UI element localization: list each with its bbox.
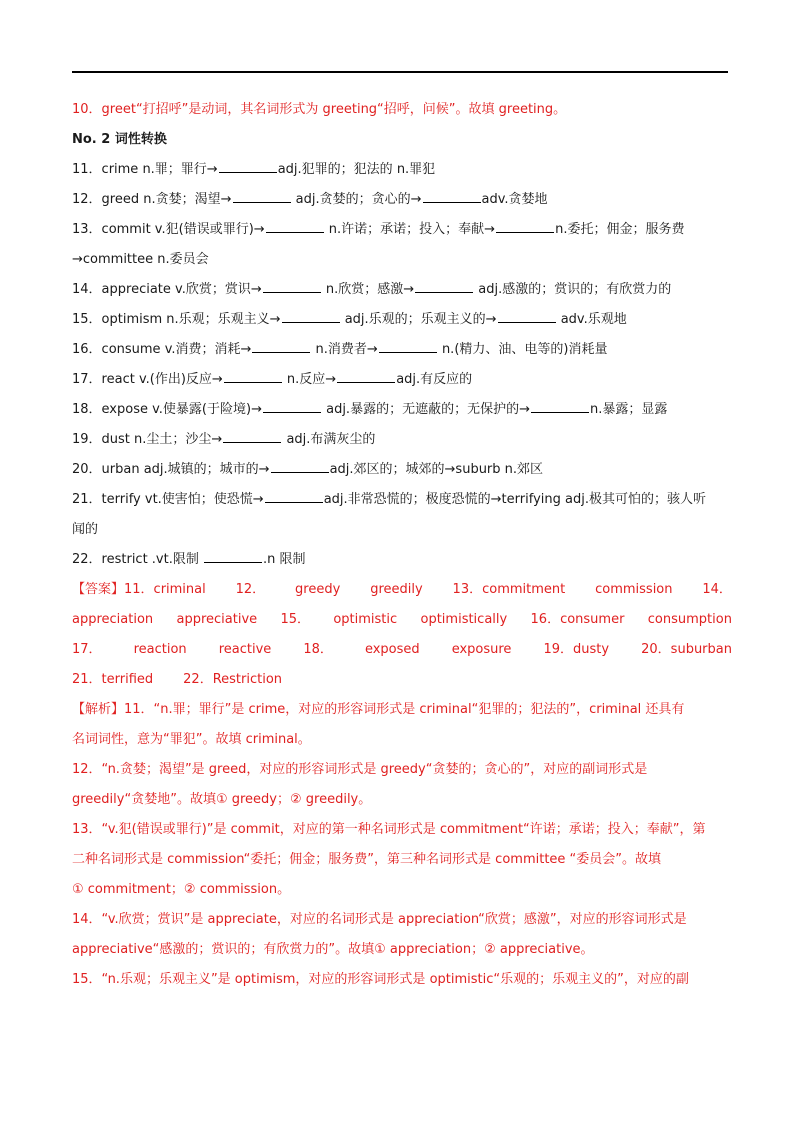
answer-blank[interactable] xyxy=(263,400,321,413)
answer-blank[interactable] xyxy=(266,220,324,233)
question-21: 21．terrify vt.使害怕；使恐慌→ adj.非常恐慌的；极度恐慌的→terrifying adj.极其可怕的；骇人听 xyxy=(72,492,706,507)
answer-blank[interactable] xyxy=(219,160,277,173)
question-18: 18．expose v.使暴露(于险境)→ adj.暴露的；无遮蔽的；无保护的→ n.暴露；显露 xyxy=(72,402,668,417)
analysis-11-cont: 名词词性，意为“罪犯”。故填 criminal。 xyxy=(72,732,311,747)
question-17: 17．react v.(作出)反应→ n.反应→ adj.有反应的 xyxy=(72,372,473,387)
question-21-cont: 闻的 xyxy=(72,522,99,537)
answers-row-2: appreciation appreciative 15． optimistic optimistically 16．consumer consumption xyxy=(72,612,732,627)
answer-blank[interactable] xyxy=(531,400,589,413)
question-22: 22．restrict .vt.限制 .n 限制 xyxy=(72,552,306,567)
question-20: 20．urban adj.城镇的；城市的→ adj.郊区的；城郊的→suburb n.郊区 xyxy=(72,462,544,477)
answer-blank[interactable] xyxy=(379,340,437,353)
answer-blank[interactable] xyxy=(252,340,310,353)
analysis-13: 13．“v.犯(错误或罪行)”是 commit，对应的第一种名词形式是 commitment“许诺；承诺；投入；奉献”，第 xyxy=(72,822,706,837)
analysis-12-cont: greedily“贪婪地”。故填① greedy；② greedily。 xyxy=(72,792,372,807)
question-16: 16．consume v.消费；消耗→ n.消费者→ n.(精力、油、电等的)消耗量 xyxy=(72,342,608,357)
answer-blank[interactable] xyxy=(423,190,481,203)
answer-blank[interactable] xyxy=(415,280,473,293)
question-15: 15．optimism n.乐观；乐观主义→ adj.乐观的；乐观主义的→ adv.乐观地 xyxy=(72,312,627,327)
answer-blank[interactable] xyxy=(337,370,395,383)
answer-blank[interactable] xyxy=(271,460,329,473)
analysis-13-cont: 二种名词形式是 commission“委托；佣金；服务费”，第三种名词形式是 committee “委员会”。故填 xyxy=(72,852,662,867)
document-body xyxy=(72,95,732,995)
analysis-11: 【解析】11．“n.罪；罪行”是 crime，对应的形容词形式是 criminal“犯罪的；犯法的”，criminal 还具有 xyxy=(72,702,685,717)
analysis-13-cont2: ① commitment；② commission。 xyxy=(72,882,291,897)
header-rule xyxy=(72,71,728,73)
question-13-cont: →committee n.委员会 xyxy=(72,252,209,267)
answer-blank[interactable] xyxy=(204,550,262,563)
answers-row-1: 【答案】11．criminal 12． greedy greedily 13．commitment commission 14． xyxy=(72,582,732,597)
section-title: No. 2 词性转换 xyxy=(72,132,167,147)
analysis-14: 14．“v.欣赏；赏识”是 appreciate，对应的名词形式是 appreciation“欣赏；感激”，对应的形容词形式是 xyxy=(72,912,687,927)
analysis-14-cont: appreciative“感激的；赏识的；有欣赏力的”。故填① appreciation；② appreciative。 xyxy=(72,942,594,957)
answer-blank[interactable] xyxy=(224,370,282,383)
answer-line-10: 10．greet“打招呼”是动词，其名词形式为 greeting“招呼，问候”。故填 greeting。 xyxy=(72,102,567,117)
answers-row-4: 21．terrified 22．Restriction xyxy=(72,672,283,687)
question-11: 11．crime n.罪；罪行→ adj.犯罪的；犯法的 n.罪犯 xyxy=(72,162,436,177)
answer-blank[interactable] xyxy=(265,490,323,503)
question-14: 14．appreciate v.欣赏；赏识→ n.欣赏；感激→ adj.感激的；赏识的；有欣赏力的 xyxy=(72,282,672,297)
answer-blank[interactable] xyxy=(223,430,281,443)
answer-blank[interactable] xyxy=(233,190,291,203)
answer-blank[interactable] xyxy=(263,280,321,293)
answer-blank[interactable] xyxy=(496,220,554,233)
question-19: 19．dust n.尘土；沙尘→ adj.布满灰尘的 xyxy=(72,432,376,447)
answer-blank[interactable] xyxy=(282,310,340,323)
answer-blank[interactable] xyxy=(498,310,556,323)
analysis-15: 15．“n.乐观；乐观主义”是 optimism，对应的形容词形式是 optimistic“乐观的；乐观主义的”，对应的副 xyxy=(72,972,689,987)
question-13: 13．commit v.犯(错误或罪行)→ n.许诺；承诺；投入；奉献→ n.委托；佣金；服务费 xyxy=(72,222,685,237)
answers-row-3: 17． reaction reactive 18． exposed exposure 19．dusty 20．suburban xyxy=(72,642,732,657)
question-12: 12．greed n.贪婪；渴望→ adj.贪婪的；贪心的→ adv.贪婪地 xyxy=(72,192,548,207)
analysis-12: 12．“n.贪婪；渴望”是 greed，对应的形容词形式是 greedy“贪婪的；贪心的”，对应的副词形式是 xyxy=(72,762,648,777)
